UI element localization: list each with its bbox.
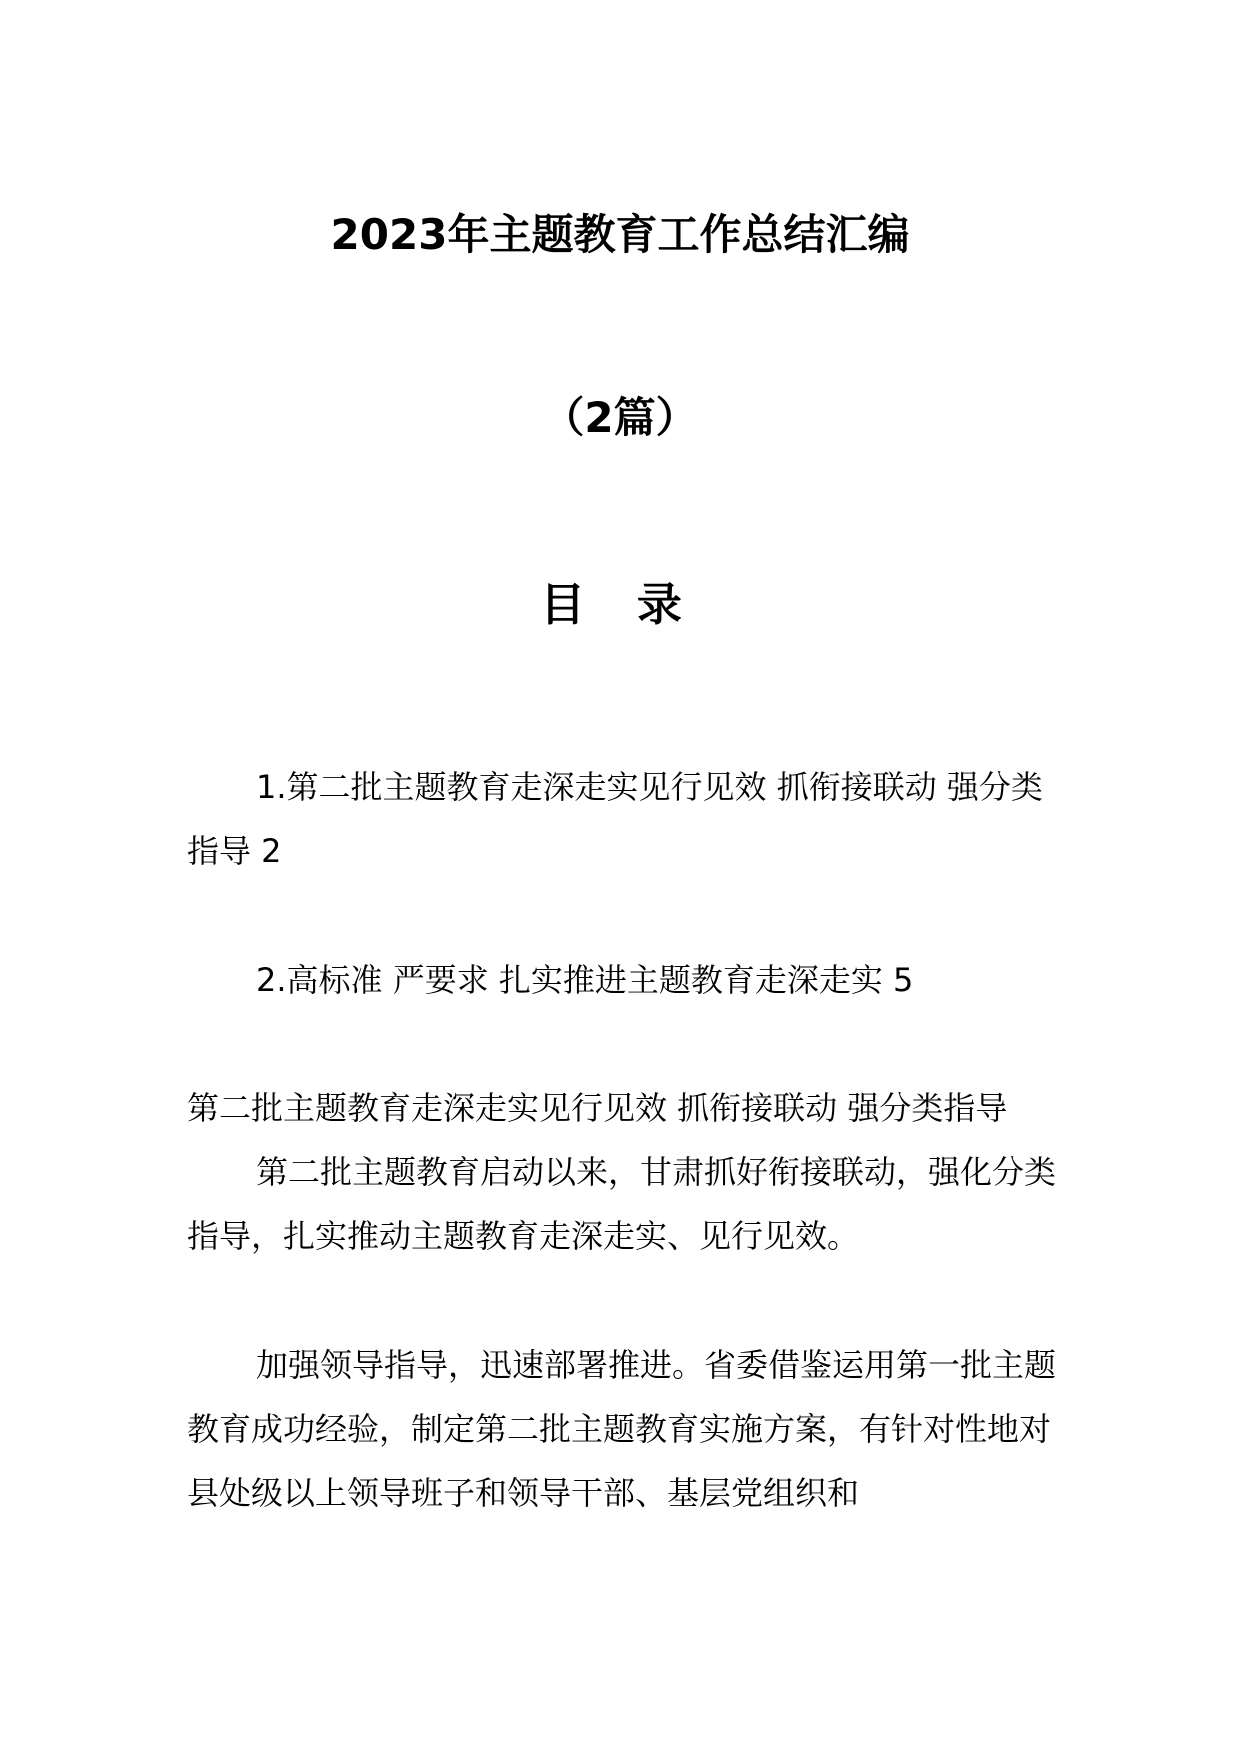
- document-subtitle: （2篇）: [542, 393, 698, 442]
- body-paragraph: 加强领导指导，迅速部署推进。省委借鉴运用第一批主题教育成功经验，制定第二批主题教育实施方案，有针对性地对县处级以上领导班子和领导干部、基层党组织和: [187, 1346, 1057, 1512]
- article-title: 第二批主题教育走深走实见行见效 抓衔接联动 强分类指导: [187, 1089, 1008, 1127]
- toc-item[interactable]: 1.第二批主题教育走深走实见行见效 抓衔接联动 强分类指导 2: [187, 768, 1043, 870]
- document-title: 2023年主题教育工作总结汇编: [330, 210, 910, 259]
- toc-item[interactable]: 2.高标准 严要求 扎实推进主题教育走深走实 5: [256, 961, 914, 999]
- toc-heading: 目 录: [540, 578, 700, 631]
- body-paragraph: 第二批主题教育启动以来，甘肃抓好衔接联动，强化分类指导，扎实推动主题教育走深走实、见行见效。: [187, 1153, 1057, 1255]
